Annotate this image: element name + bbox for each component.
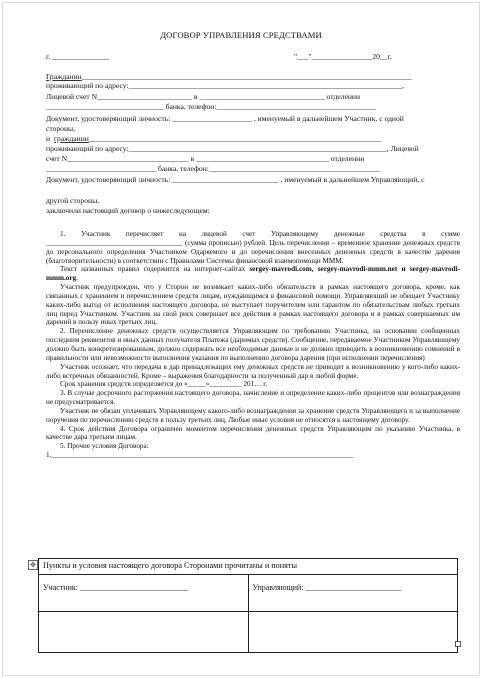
party2-document: Документ, удостоверяющий личность: ____________________________ , именуемый в дальнейшем Управляющий, с [46,175,425,184]
clause-5-item-1: 1.____________________________________________________________________________________ [46,451,354,460]
table-header: Пункты и условия настоящего договора Сторонами прочитаны и поняты [39,559,458,575]
party2-address: проживающий по адресу:____________________________________________________________________, Лицевой [46,144,419,153]
clause-2-gift: Участник осознает, что передача в дар принадлежащих ему денежных средств не приводит к возникновению у кого-либо каких-либо встречных обязанностей. Кроме – выражения благодарности за полученный дар в любой форме. [46,362,460,380]
clause-1-sites: Текст названных правил содержится на интернет-сайтах sergey-mavrodi.com, sergey-mavrodi-mmm.net и sergey-mavrodi-mmm.org. [46,265,461,283]
party1-side: стороны, [46,124,76,133]
party2-name-line: и гражданин_____________________________________________________________________________ [46,134,382,143]
party1-document: Документ, удостоверяющий личность: _____________________ , именуемый в дальнейшем Участник, с одной [46,114,404,123]
clause-2: 2. Перечисление денежных средств осуществляется Управляющим по требованию Участника, на основании сообщенных последним реквизитов и иных данных получателя Платежа (даримых средств). Сообщение, передаваемое Участником Управляющему должно быть конкретизированным, должно содержать все необходимые данные и не должно приводить к возникновению сомнений в правильности или невозможности выполнения указания по выполнению договора дарения (при исполнении перечисления) [46,327,460,362]
clauses-block [46,230,460,460]
party1-label: Гражданин [46,72,82,81]
site-links: sergey-mavrodi.com, sergey-mavrodi-mmm.net и sergey-mavrodi-mmm.org [46,265,461,283]
date-blank: "___"________________20__г. [294,52,392,61]
signature-table [38,558,458,653]
party1-address: проживающий по адресу:________________________________________________________________________, [46,81,404,90]
clause-3-fees: Участник не обязан уплачивать Управляющему какого-либо вознаграждения за хранение средств Управляющего и за выполнение поручения по перечислению средств в пользу третьих лиц. Любые иные условия не относятся к настоящему договору. [46,406,460,424]
manager-cell: Управляющий: ________________________ [248,575,458,612]
document-title: ДОГОВОР УПРАВЛЕНИЯ СРЕДСТВАМИ [160,30,322,40]
clause-2-term: Срок хранения средств определяется до «_____»_________ 201… г. [60,380,268,389]
manager-signature-cell [248,612,458,653]
participant-cell: Участник: ___________________________ [39,575,249,612]
clause-3: 3. В случае досрочного расторжения настоящего договора, начисление и определение каких-либо процентов или вознаграждения не предусматривается. [46,389,460,407]
city-blank: г. _______________ "___"________________20__г. [46,52,392,61]
party2-side: другой стороны, [46,196,100,205]
clause-1: 1. Участник перечисляет на лицевой счет Управляющему денежные средства в сумме ______________________________________ (сумма прописью) рублей. Цель перечисления – временное хранение денежных средств до персонального определения Участником Одаряемого и до перечисления внесенных денежных средств в качестве дарения (благотворительности) в соответствии с Правилами Системы финансовой взаимопомощи МММ. [46,230,460,265]
table-resize-handle[interactable] [455,641,461,647]
party1-name-line: Гражданин_______________________________________________________________________________________ [46,72,413,81]
table-move-handle-icon[interactable]: ✥ [28,560,38,570]
party2-bank: _____________________________ банка, телефон:_____________________________________________ [46,164,380,173]
party2-label: гражданин [53,134,89,143]
intro-statement: заключили настоящий договор о нижеследующем: [46,206,210,215]
clause-1-warning: Участник предупрежден, что у Сторон не возникает каких-либо обязательств в рамках настоящего договора, кроме, как связанных с хранением и перечислением средств лицам, нуждающимся в финансовой помощи. Управляющий не обещает Участнику каких-либо выгод от исполнения настоящего договора, не выступает поручителем или гарантом по обязательствам любых третьих лиц перед Участником. Участник на свой риск совершает все действия в рамках настоящего договора и в рамках совершаемых им дарений в пользу иных третьих лиц. [46,283,460,327]
clause-4: 4. Срок действия Договора ограничен моментом перечисления денежных средств Управляющим по указанию Участника, в качестве дара третьим лицам. [46,424,460,442]
clause-5: 5. Прочие условия Договора: [60,442,149,451]
party1-account: Лицевой счет N_________________________ в _________________________________ отделении [46,92,361,101]
participant-signature-cell [39,612,249,653]
participant-label: Участник: [43,583,78,592]
party2-account: счет N________________________________ в ___________________________________ отделении [46,154,365,163]
party1-bank: _______________________________ банка, телефон:__________________________________________ [46,102,376,111]
manager-label: Управляющий: [252,583,304,592]
